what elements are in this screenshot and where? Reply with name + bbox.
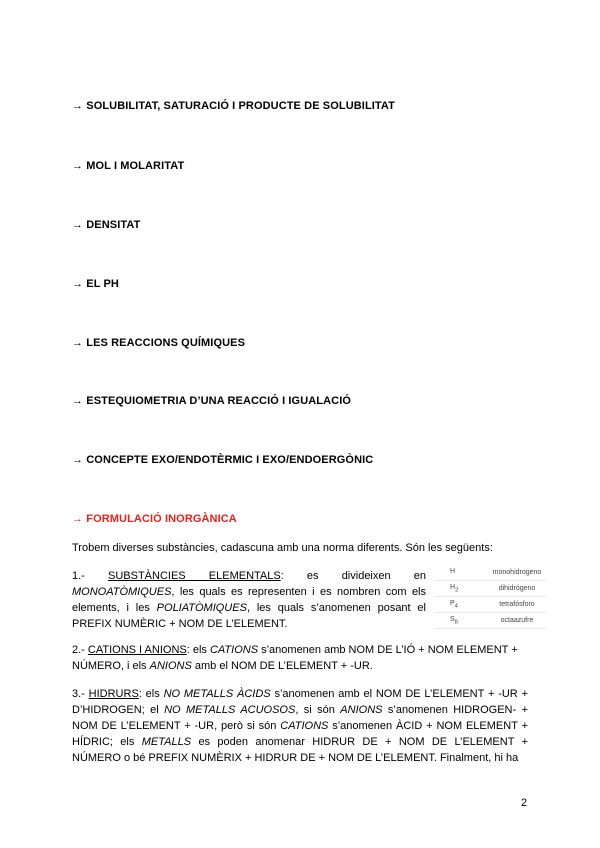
page-number: 2 xyxy=(521,797,528,809)
item-term: HIDRURS xyxy=(88,688,139,700)
formula-name-cell: tetrafósforo xyxy=(488,597,546,613)
item-term-italic: NO METALLS ÀCIDS xyxy=(163,688,271,700)
formula-cell: $P_4$ xyxy=(436,597,488,613)
formula-name-cell: monohidrogeno xyxy=(488,565,546,581)
item-term-italic: ANIONS xyxy=(340,704,383,716)
item-term: SUBSTÀNCIES ELEMENTALS xyxy=(108,570,281,582)
table-row xyxy=(436,597,546,613)
formula-cell: H xyxy=(436,565,488,581)
item-term-italic: MONOATÒMIQUES xyxy=(72,586,172,598)
heading-mol-molarity: → MOL I MOLARITAT xyxy=(72,160,185,172)
item-term-italic: NO METALLS ACUOSOS xyxy=(164,704,296,716)
item-text: s’anomenen amb NOM DE L’IÓ + NOM ELEMENT + NÚMERO, i els xyxy=(72,644,518,672)
formula-cell: $H_2$ xyxy=(436,581,488,597)
item-text: , les quals es representen i es nombren com els elements, i les xyxy=(72,586,426,614)
table-row xyxy=(436,581,546,597)
formula-table xyxy=(436,565,546,629)
item-text: , si són xyxy=(295,704,335,716)
formula-name-cell: dihidrógeno xyxy=(488,581,546,597)
item-text: amb el NOM DE L’ELEMENT + -UR. xyxy=(194,660,373,672)
item-hydrides xyxy=(72,686,528,766)
item-term-italic: METALLS xyxy=(141,736,192,748)
heading-stoichiometry: → ESTEQUIOMETRIA D’UNA REACCIÓ I IGUALACIÓ xyxy=(72,395,352,407)
intro-paragraph: Trobem diverses substàncies, cadascuna amb una norma diferents. Són les següents: xyxy=(72,542,493,554)
item-text: s’anomenen amb el NOM DE L’ELEMENT + -UR + D’HIDROGEN; el xyxy=(72,688,528,716)
item-term-italic: CATIONS xyxy=(209,644,259,656)
item-text: s’anomenen HIDROGEN- + NOM DE L’ELEMENT + -UR, però si són xyxy=(72,704,528,732)
heading-density: → DENSITAT xyxy=(72,219,141,231)
item-text: : es divideixen en xyxy=(280,570,426,582)
item-elemental-substances xyxy=(72,568,426,632)
item-term: CATIONS I ANIONS xyxy=(87,644,187,656)
item1-line1 xyxy=(72,568,426,584)
heading-solubility: → SOLUBILITAT, SATURACIÓ I PRODUCTE DE SOLUBILITAT xyxy=(72,100,395,112)
heading-chemical-reactions: → LES REACCIONS QUÍMIQUES xyxy=(72,337,246,349)
item-term-italic: ANIONS xyxy=(149,660,192,672)
item-number: 2.- xyxy=(72,644,85,656)
item1-rest xyxy=(72,584,426,632)
item-text: : els xyxy=(138,688,160,700)
formula-cell: $S_8$ xyxy=(436,613,488,629)
item-number: 1.- xyxy=(72,570,85,582)
item-text: es poden anomenar HIDRUR DE + NOM DE L’ELEMENT + NÚMERO o bé PREFIX NUMÈRIX + HIDRUR DE + NOM DE L’ELEMENT. Finalment, hi ha xyxy=(72,736,529,764)
item-term-italic: POLIATÒMIQUES xyxy=(156,602,247,614)
item-text: : els xyxy=(186,644,207,656)
heading-ph: → EL PH xyxy=(72,278,119,290)
item-text: , les quals s’anomenen posant el PREFIX NUMÈRIC + NOM DE L’ELEMENT. xyxy=(72,602,426,630)
item-number: 3.- xyxy=(72,688,85,700)
item-cations-anions xyxy=(72,642,528,674)
item-text: s’anomenen ÀCID + NOM ELEMENT + HÍDRIC; els xyxy=(72,720,529,748)
section-title-inorganic-formulation: → FORMULACIÓ INORGÀNICA xyxy=(72,513,237,525)
item-term-italic: CATIONS xyxy=(280,720,329,732)
formula-name-cell: octaazufre xyxy=(488,613,546,629)
table-row xyxy=(436,613,546,629)
table-row xyxy=(436,565,546,581)
heading-exo-endo: → CONCEPTE EXO/ENDOTÈRMIC I EXO/ENDOERGÒNIC xyxy=(72,454,374,466)
